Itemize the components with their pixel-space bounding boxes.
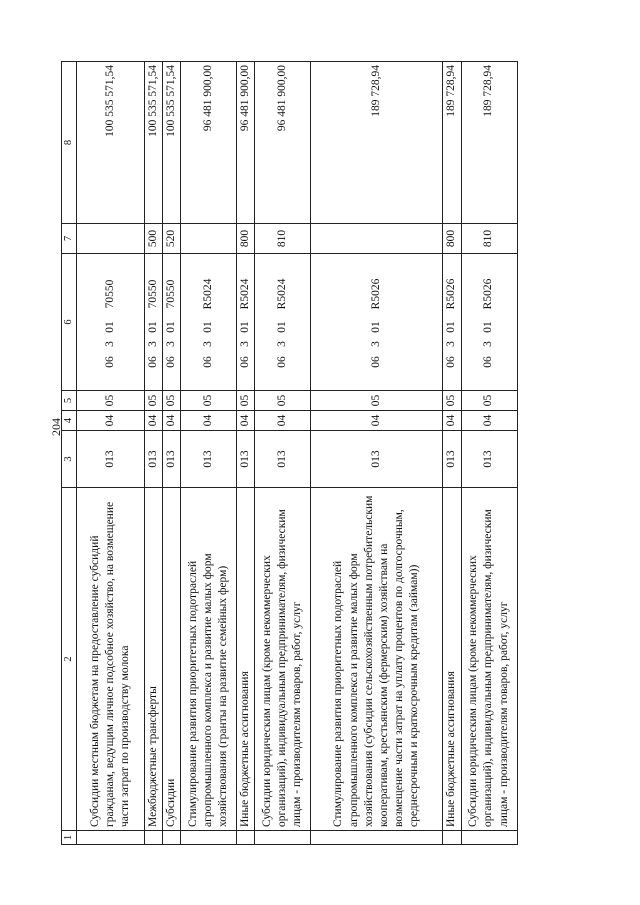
row-number-cell (144, 831, 162, 845)
table-row (181, 62, 237, 845)
row-code-admin: 013 (461, 431, 517, 488)
row-name: Иные бюджетные ассигнования (237, 488, 255, 831)
row-expense-type: 800 (237, 224, 255, 254)
table-row (255, 62, 311, 845)
page-number: 204 (49, 418, 63, 436)
header-cell-8: 8 (62, 62, 77, 224)
row-code-admin: 013 (144, 431, 162, 488)
row-code-section: 04 (181, 411, 237, 431)
row-name: Межбюджетные трансферты (144, 488, 162, 831)
table-row (76, 62, 144, 845)
row-code-subsection: 05 (237, 391, 255, 411)
row-code-section: 04 (76, 411, 144, 431)
target-article-part: 3 (276, 341, 289, 347)
row-name: Субсидии юридическим лицам (кроме некоммерческих организаций), индивидуальным предпринимателям, физическим лицам - производителям товаров, работ, услуг (461, 488, 517, 831)
row-number-cell (255, 831, 311, 845)
row-code-admin: 013 (237, 431, 255, 488)
target-article-part: 01 (276, 321, 289, 333)
table-row (443, 62, 461, 845)
table-row (144, 62, 162, 845)
target-article-part: 01 (202, 321, 215, 333)
header-cell-1: 1 (62, 831, 77, 845)
row-expense-type: 520 (163, 224, 181, 254)
header-row (62, 62, 77, 845)
row-name: Иные бюджетные ассигнования (443, 488, 461, 831)
row-code-section: 04 (461, 411, 517, 431)
target-article-part: 06 (165, 356, 178, 368)
row-number-cell (163, 831, 181, 845)
row-name: Субсидии юридическим лицам (кроме некоммерческих организаций), индивидуальным предпринимателям, физическим лицам - производителям товаров, работ, услуг (255, 488, 311, 831)
row-target-article (181, 254, 237, 391)
row-expense-type (181, 224, 237, 254)
header-cell-4: 4 (62, 411, 77, 431)
target-article-part: 70550 (165, 279, 178, 309)
table-row (163, 62, 181, 845)
row-code-admin: 013 (311, 431, 443, 488)
target-article-part: 06 (370, 356, 383, 368)
target-article-part: R5026 (370, 278, 383, 310)
rotated-page (61, 0, 640, 845)
row-target-article (311, 254, 443, 391)
row-amount: 100 535 571,54 (76, 62, 144, 224)
row-code-admin: 013 (76, 431, 144, 488)
header-cell-2: 2 (62, 488, 77, 831)
target-article-part: 3 (103, 341, 116, 347)
row-code-admin: 013 (255, 431, 311, 488)
row-amount: 96 481 900,00 (181, 62, 237, 224)
header-cell-7: 7 (62, 224, 77, 254)
target-article-part: R5024 (276, 278, 289, 310)
row-code-section: 04 (255, 411, 311, 431)
row-amount: 100 535 571,54 (163, 62, 181, 224)
row-amount: 96 481 900,00 (237, 62, 255, 224)
row-code-subsection: 05 (255, 391, 311, 411)
header-cell-6: 6 (62, 254, 77, 391)
header-cell-5: 5 (62, 391, 77, 411)
target-article-part: 3 (482, 341, 495, 347)
target-article-part: 06 (239, 356, 252, 368)
row-target-article (144, 254, 162, 391)
row-expense-type: 800 (443, 224, 461, 254)
row-number-cell (76, 831, 144, 845)
row-expense-type: 810 (255, 224, 311, 254)
target-article-part: R5026 (445, 278, 458, 310)
row-number-cell (461, 831, 517, 845)
header-cell-3: 3 (62, 431, 77, 488)
target-article-part: 06 (482, 356, 495, 368)
row-code-section: 04 (311, 411, 443, 431)
target-article-part: R5026 (482, 278, 495, 310)
row-code-admin: 013 (181, 431, 237, 488)
row-expense-type: 500 (144, 224, 162, 254)
target-article-part: 3 (146, 341, 159, 347)
row-code-admin: 013 (163, 431, 181, 488)
row-expense-type (76, 224, 144, 254)
target-article-part: 3 (370, 341, 383, 347)
table-body (62, 62, 518, 845)
target-article-part: 06 (445, 356, 458, 368)
row-target-article (76, 254, 144, 391)
row-amount: 96 481 900,00 (255, 62, 311, 224)
table-row (311, 62, 443, 845)
target-article-part: 01 (146, 321, 159, 333)
target-article-part: 3 (239, 341, 252, 347)
row-target-article (461, 254, 517, 391)
row-code-subsection: 05 (443, 391, 461, 411)
target-article-part: 01 (103, 321, 116, 333)
row-code-section: 04 (237, 411, 255, 431)
row-number-cell (311, 831, 443, 845)
table-row (461, 62, 517, 845)
target-article-part: 70550 (103, 279, 116, 309)
target-article-part: 70550 (146, 279, 159, 309)
target-article-part: 01 (445, 321, 458, 333)
row-number-cell (443, 831, 461, 845)
row-code-section: 04 (163, 411, 181, 431)
target-article-part: 01 (239, 321, 252, 333)
row-amount: 189 728,94 (461, 62, 517, 224)
target-article-part: 3 (165, 341, 178, 347)
row-number-cell (181, 831, 237, 845)
target-article-part: 06 (103, 356, 116, 368)
budget-table (61, 61, 518, 845)
row-code-subsection: 05 (144, 391, 162, 411)
target-article-part: 06 (202, 356, 215, 368)
target-article-part: R5024 (202, 278, 215, 310)
row-code-subsection: 05 (461, 391, 517, 411)
row-amount: 189 728,94 (443, 62, 461, 224)
target-article-part: 01 (370, 321, 383, 333)
row-code-section: 04 (144, 411, 162, 431)
row-code-admin: 013 (443, 431, 461, 488)
target-article-part: 06 (276, 356, 289, 368)
row-target-article (237, 254, 255, 391)
target-article-part: 3 (445, 341, 458, 347)
row-expense-type: 810 (461, 224, 517, 254)
row-name: Субсидии местным бюджетам на предоставление субсидий гражданам, ведущим личное подсобное хозяйство, на возмещение части затрат по производству молока (76, 488, 144, 831)
target-article-part: 01 (165, 321, 178, 333)
target-article-part: R5024 (239, 278, 252, 310)
row-amount: 189 728,94 (311, 62, 443, 224)
row-target-article (255, 254, 311, 391)
row-target-article (443, 254, 461, 391)
row-code-section: 04 (443, 411, 461, 431)
target-article-part: 06 (146, 356, 159, 368)
row-name: Стимулирование развития приоритетных подотраслей агропромышленного комплекса и развитие малых форм хозяйствования (гранты на развитие семейных ферм) (181, 488, 237, 831)
row-code-subsection: 05 (181, 391, 237, 411)
row-code-subsection: 05 (311, 391, 443, 411)
table-row (237, 62, 255, 845)
target-article-part: 01 (482, 321, 495, 333)
row-target-article (163, 254, 181, 391)
row-name: Субсидии (163, 488, 181, 831)
row-amount: 100 535 571,54 (144, 62, 162, 224)
row-code-subsection: 05 (163, 391, 181, 411)
row-number-cell (237, 831, 255, 845)
row-code-subsection: 05 (76, 391, 144, 411)
row-expense-type (311, 224, 443, 254)
target-article-part: 3 (202, 341, 215, 347)
row-name: Стимулирование развития приоритетных подотраслей агропромышленного комплекса и развитие малых форм хозяйствования (субсидии сельскохозяйственным потребительским кооперативам, крестьянским (фермерским) хозяйствам на возмещение части затрат на уплату процентов по долгосрочным, среднесрочным и краткосрочным кредитам (займам)) (311, 488, 443, 831)
